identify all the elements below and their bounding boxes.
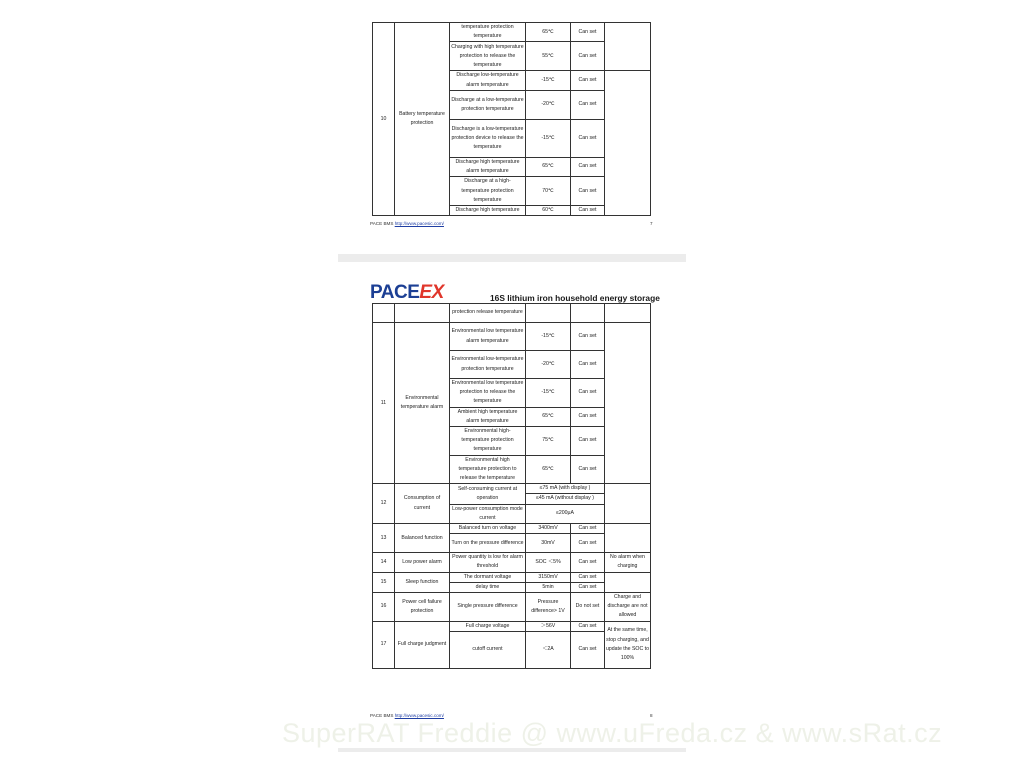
sub-item: Charging with high temperature protection to release the temperature <box>450 42 526 71</box>
sub-item: Discharge is a low-temperature protection device to release the temperature <box>450 119 526 157</box>
item-number: 13 <box>373 524 395 553</box>
sub-item: Environmental high temperature protection to release the temperature <box>450 455 526 484</box>
item-name: Balanced function <box>395 524 450 553</box>
remark-cell <box>605 484 651 524</box>
remark-cell: At the same time, stop charging, and update the SOC to 100% <box>605 621 651 668</box>
setting-cell: Can set <box>571 553 605 572</box>
page-number: 8 <box>650 713 653 718</box>
setting-cell: Can set <box>571 427 605 456</box>
remark-cell: No alarm when charging <box>605 553 651 572</box>
footer-label: PACE BMS <box>370 713 394 718</box>
item-name: Low power alarm <box>395 553 450 572</box>
value-cell: ＜2A <box>526 631 571 668</box>
table-row <box>373 524 651 534</box>
setting-cell: Can set <box>571 42 605 71</box>
spec-table-page-8 <box>372 303 651 669</box>
remark-cell <box>605 524 651 553</box>
item-name: Full charge judgment <box>395 621 450 668</box>
item-name: Battery temperature protection <box>395 23 450 216</box>
page-footer <box>370 221 444 226</box>
setting-cell: Can set <box>571 407 605 426</box>
setting-cell: Can set <box>571 379 605 408</box>
document-page-7 <box>338 0 686 254</box>
logo-accent: EX <box>419 282 444 303</box>
setting-cell: Can set <box>571 157 605 176</box>
sub-item: Discharge high temperature <box>450 206 526 216</box>
item-number: 11 <box>373 323 395 484</box>
sub-item: Discharge at a low-temperature protection temperature <box>450 90 526 119</box>
item-number: 14 <box>373 553 395 572</box>
logo-text: PACE <box>370 282 420 303</box>
value-cell: 65℃ <box>526 157 571 176</box>
item-number: 16 <box>373 593 395 622</box>
setting-cell: Can set <box>571 534 605 553</box>
table-row <box>373 553 651 572</box>
page-number: 7 <box>650 221 653 226</box>
sub-item: temperature protection temperature <box>450 23 526 42</box>
sub-item: Environmental low temperature alarm temperature <box>450 323 526 351</box>
value-cell: ＞56V <box>526 621 571 631</box>
value-cell: ≤75 mA (with display ) <box>526 484 605 494</box>
setting-cell: Do not set <box>571 593 605 622</box>
setting-cell: Can set <box>571 23 605 42</box>
sub-item: Discharge low-temperature alarm temperature <box>450 71 526 90</box>
footer-label: PACE BMS <box>370 221 394 226</box>
page-separator <box>338 254 686 262</box>
table-row <box>373 621 651 631</box>
item-name: Power cell failure protection <box>395 593 450 622</box>
value-cell: 5min <box>526 582 571 592</box>
value-cell: 55℃ <box>526 42 571 71</box>
setting-cell: Can set <box>571 90 605 119</box>
spec-table-page-7 <box>372 22 651 216</box>
value-cell: 70℃ <box>526 177 571 206</box>
remark-cell <box>605 323 651 484</box>
setting-cell: Can set <box>571 524 605 534</box>
value-cell: 30mV <box>526 534 571 553</box>
item-name: Consumption of current <box>395 484 450 524</box>
sub-item: Turn on the pressure difference <box>450 534 526 553</box>
item-number: 17 <box>373 621 395 668</box>
value-cell: -20℃ <box>526 90 571 119</box>
sub-item: Discharge at a high-temperature protection temperature <box>450 177 526 206</box>
value-cell: -20℃ <box>526 351 571 379</box>
table-row <box>373 23 651 42</box>
table-row <box>373 593 651 622</box>
value-cell: -15℃ <box>526 323 571 351</box>
sub-item: Balanced turn on voltage <box>450 524 526 534</box>
sub-item: Ambient high temperature alarm temperature <box>450 407 526 426</box>
value-cell: ≤200μA <box>526 504 605 523</box>
sub-item: Environmental low-temperature protection temperature <box>450 351 526 379</box>
remark-cell: Charge and discharge are not allowed <box>605 593 651 622</box>
value-cell: 60℃ <box>526 206 571 216</box>
sub-item: protection release temperature <box>450 304 526 323</box>
value-cell: 3400mV <box>526 524 571 534</box>
setting-cell: Can set <box>571 323 605 351</box>
table-row <box>373 572 651 582</box>
setting-cell: Can set <box>571 582 605 592</box>
footer-link[interactable]: http://www.pacesic.com/ <box>394 221 444 226</box>
item-number: 10 <box>373 23 395 216</box>
company-logo <box>370 282 444 304</box>
table-row <box>373 484 651 494</box>
setting-cell: Can set <box>571 621 605 631</box>
sub-item: Single pressure difference <box>450 593 526 622</box>
setting-cell: Can set <box>571 351 605 379</box>
remark-cell <box>605 23 651 71</box>
footer-link[interactable]: http://www.pacesic.com/ <box>394 713 444 718</box>
value-cell: -15℃ <box>526 119 571 157</box>
remark-cell <box>605 71 651 216</box>
document-page-8 <box>338 262 686 752</box>
value-cell: SOC ＜5% <box>526 553 571 572</box>
item-number: 12 <box>373 484 395 524</box>
sub-item: Self-consuming current at operation <box>450 484 526 504</box>
table-row <box>373 304 651 323</box>
value-cell: 65℃ <box>526 455 571 484</box>
item-number: 15 <box>373 572 395 592</box>
value-cell: Pressure difference> 1V <box>526 593 571 622</box>
value-cell: 65℃ <box>526 407 571 426</box>
sub-item: delay time <box>450 582 526 592</box>
value-cell: 75℃ <box>526 427 571 456</box>
item-name: Sleep function <box>395 572 450 592</box>
item-name: Environmental temperature alarm <box>395 323 450 484</box>
sub-item: Full charge voltage <box>450 621 526 631</box>
sub-item: Low-power consumption mode current <box>450 504 526 523</box>
sub-item: Environmental high-temperature protection temperature <box>450 427 526 456</box>
value-cell: -15℃ <box>526 379 571 408</box>
sub-item: cutoff current <box>450 631 526 668</box>
value-cell: 65℃ <box>526 23 571 42</box>
setting-cell: Can set <box>571 572 605 582</box>
table-row <box>373 323 651 351</box>
setting-cell: Can set <box>571 631 605 668</box>
setting-cell: Can set <box>571 206 605 216</box>
sub-item: Power quantity is low for alarm threshold <box>450 553 526 572</box>
remark-cell <box>605 572 651 592</box>
setting-cell: Can set <box>571 177 605 206</box>
setting-cell: Can set <box>571 71 605 90</box>
value-cell: -15℃ <box>526 71 571 90</box>
watermark-text: SuperRAT Freddie @ www.uFreda.cz & www.sRat.cz <box>282 718 943 748</box>
sub-item: Environmental low temperature protection to release the temperature <box>450 379 526 408</box>
document-title: 16S lithium iron household energy storage <box>490 293 660 303</box>
setting-cell: Can set <box>571 455 605 484</box>
value-cell: 3150mV <box>526 572 571 582</box>
setting-cell: Can set <box>571 119 605 157</box>
sub-item: The dormant voltage <box>450 572 526 582</box>
value-cell: ≤45 mA (without display ) <box>526 494 605 504</box>
sub-item: Discharge high temperature alarm temperature <box>450 157 526 176</box>
